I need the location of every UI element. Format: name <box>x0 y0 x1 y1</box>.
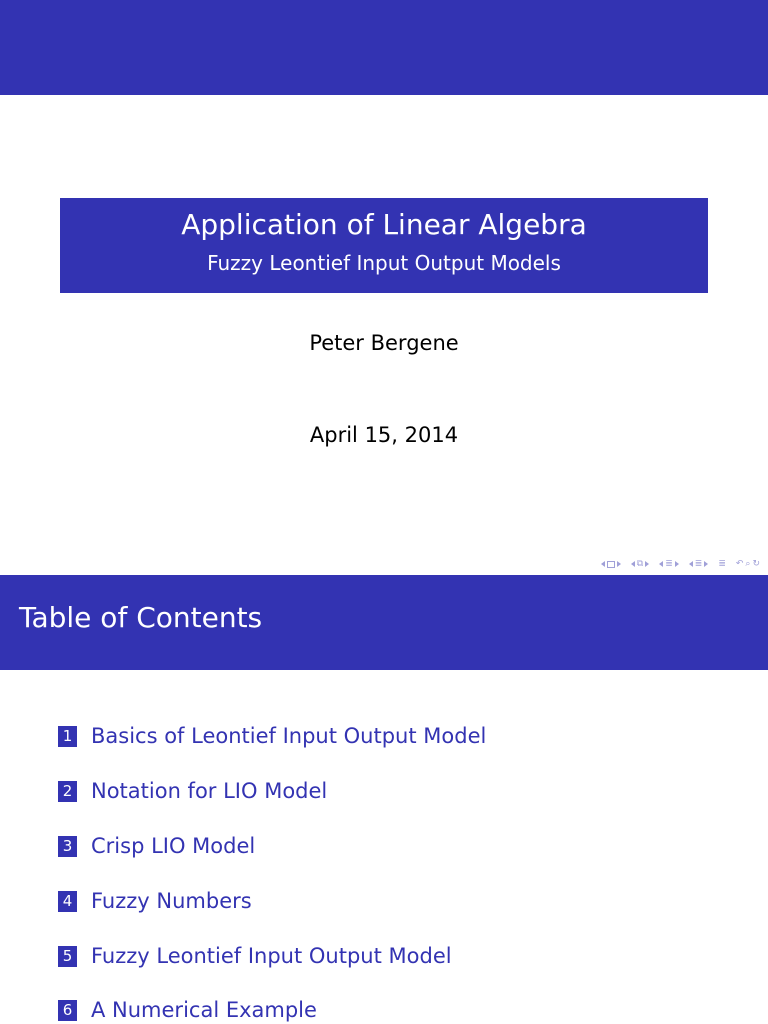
toc-number: 4 <box>58 891 77 912</box>
frame-prev-icon[interactable] <box>631 561 635 567</box>
slide-prev-icon[interactable] <box>601 561 605 567</box>
toc-link[interactable]: A Numerical Example <box>91 998 317 1022</box>
toc-number: 5 <box>58 946 77 967</box>
search-icon[interactable]: ⌕ <box>745 559 751 569</box>
author-name: Peter Bergene <box>309 331 459 355</box>
section-next-icon[interactable] <box>704 561 708 567</box>
toc-link[interactable]: Crisp LIO Model <box>91 834 256 858</box>
title-box <box>60 198 708 293</box>
back-icon[interactable]: ↶ <box>735 559 744 569</box>
tools-nav[interactable] <box>736 559 760 569</box>
toc-link[interactable]: Fuzzy Numbers <box>91 889 252 913</box>
subsection-nav-icon[interactable]: ≣ <box>665 559 673 569</box>
presentation-date: April 15, 2014 <box>309 423 459 447</box>
toc-item[interactable] <box>58 888 252 914</box>
presentation-subtitle: Fuzzy Leontief Input Output Models <box>207 251 561 275</box>
presentation-title: Application of Linear Algebra <box>181 208 587 241</box>
toc-number: 6 <box>58 1000 77 1021</box>
align-icon[interactable]: ≣ <box>718 559 726 569</box>
toc-number: 2 <box>58 781 77 802</box>
section-prev-icon[interactable] <box>689 561 693 567</box>
toc-slide <box>0 575 768 1024</box>
section-nav-icon[interactable]: ≣ <box>694 559 703 569</box>
beamer-navigation-bar <box>593 557 760 571</box>
toc-link[interactable]: Basics of Leontief Input Output Model <box>91 724 487 748</box>
toc-number: 1 <box>58 726 77 747</box>
toc-item[interactable] <box>58 997 317 1023</box>
frame-title: Table of Contents <box>19 601 263 634</box>
subsection-nav[interactable] <box>659 559 679 569</box>
toc-item[interactable] <box>58 833 255 859</box>
align-nav[interactable] <box>718 559 726 569</box>
toc-item[interactable] <box>58 778 327 804</box>
section-nav[interactable] <box>689 559 709 569</box>
frame-nav[interactable] <box>631 559 649 569</box>
frame-next-icon[interactable] <box>645 561 649 567</box>
slide-next-icon[interactable] <box>617 561 621 567</box>
subsection-prev-icon[interactable] <box>659 561 663 567</box>
slide-nav-icon[interactable] <box>607 561 615 568</box>
toc-number: 3 <box>58 836 77 857</box>
frame-title-bar <box>0 575 768 670</box>
forward-icon[interactable]: ↻ <box>752 559 760 569</box>
subsection-next-icon[interactable] <box>675 561 679 567</box>
slide-nav[interactable] <box>601 561 621 568</box>
toc-item[interactable] <box>58 723 486 749</box>
header-bar <box>0 0 768 95</box>
toc-link[interactable]: Fuzzy Leontief Input Output Model <box>91 944 452 968</box>
toc-item[interactable] <box>58 943 452 969</box>
toc-link[interactable]: Notation for LIO Model <box>91 779 328 803</box>
frame-nav-icon[interactable]: ⧉ <box>636 559 644 569</box>
